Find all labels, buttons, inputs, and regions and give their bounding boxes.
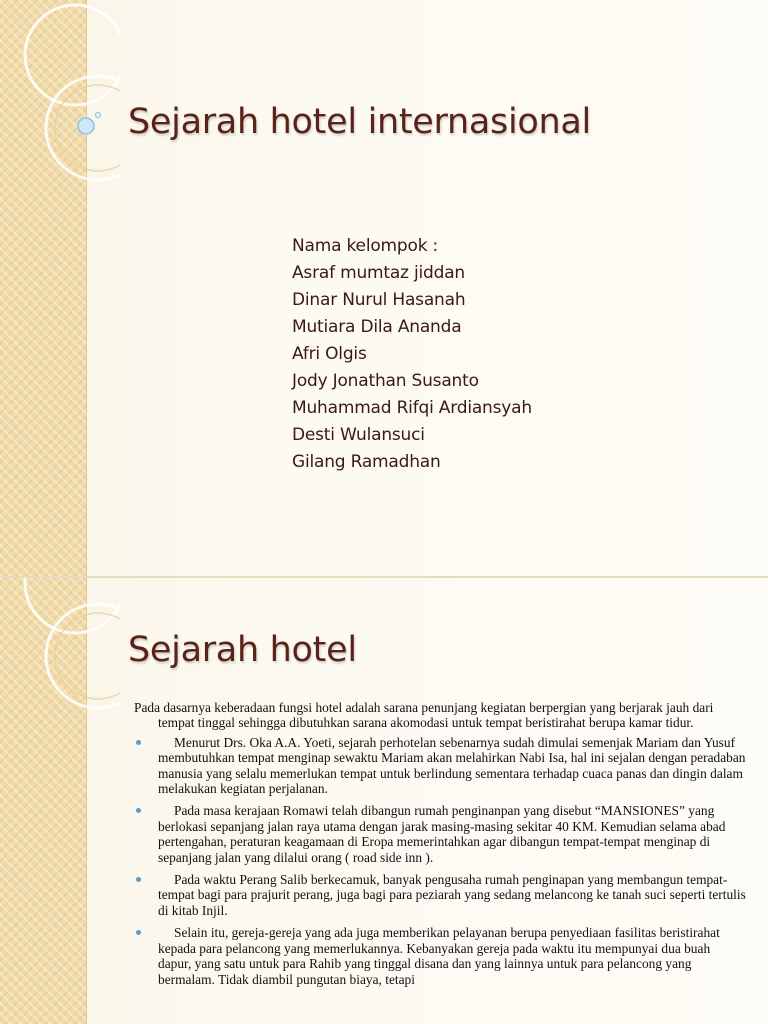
section-title: Sejarah hotel: [128, 630, 357, 670]
bullet-icon: [136, 930, 141, 935]
bullet-item: [134, 925, 746, 987]
member-list-heading: Nama kelompok :: [292, 236, 439, 256]
decorative-side-strip: [0, 0, 87, 576]
member-name: Desti Wulansuci: [292, 425, 425, 445]
bullet-text: Pada masa kerajaan Romawi telah dibangun rumah penginanpan yang disebut “MANSIONES” yang berlokasi sepanjang jalan raya utama dengan jarak masing-masing sekitar 40 KM. Kemudian selama abad pertengahan, peraturan keagamaan di Eropa memerintahkan agar dibangun tempat-tempat menginap di sepanjang jalan yang dilalui orang ( road side inn ).: [158, 803, 726, 865]
bullet-item: [134, 803, 746, 865]
bullet-icon: [136, 808, 141, 813]
member-name: Dinar Nurul Hasanah: [292, 290, 466, 310]
member-name: Muhammad Rifqi Ardiansyah: [292, 398, 532, 418]
intro-paragraph: Pada dasarnya keberadaan fungsi hotel adalah sarana penunjang kegiatan berpergian yang berjarak jauh dari tempat tinggal sehingga dibutuhkan sarana akomodasi untuk tempat beristirahat berupa kamar tidur.: [134, 700, 714, 731]
bullet-item: [134, 735, 746, 797]
slide-history: [0, 578, 768, 1024]
member-name: Asraf mumtaz jiddan: [292, 263, 466, 283]
bullet-list: [134, 735, 746, 987]
bullet-item: [134, 872, 746, 918]
page-title: Sejarah hotel internasional: [128, 102, 591, 142]
member-name: Gilang Ramadhan: [292, 452, 441, 472]
member-name: Jody Jonathan Susanto: [292, 371, 479, 391]
bullet-icon: [136, 877, 141, 882]
decorative-side-strip: [0, 578, 87, 1024]
member-name: Mutiara Dila Ananda: [292, 317, 462, 337]
bullet-text: Selain itu, gereja-gereja yang ada juga memberikan pelayanan berupa penyediaan fasilitas beristirahat kepada para pelancong yang memerlukannya. Kebanyakan gereja pada waktu itu mempunyai dua buah dapur, yang satu untuk para Rahib yang tinggal disana dan yang lainnya untuk para pelancong yang bermalam. Tidak diambil pungutan biaya, tetapi: [158, 925, 720, 987]
bullet-text: Pada waktu Perang Salib berkecamuk, banyak pengusaha rumah penginapan yang membangun tempat-tempat bagi para prajurit perang, juga bagi para peziarah yang sedang melancong ke tanah suci seperti tertulis di kitab Injil.: [158, 872, 746, 918]
bullet-text: Menurut Drs. Oka A.A. Yoeti, sejarah perhotelan sebenarnya sudah dimulai semenjak Mariam dan Yusuf membutuhkan tempat menginap sewaktu Mariam akan melahirkan Nabi Isa, hal ini sejalan dengan peradaban manusia yang selalu memerlukan tempat untuk berlindung sementara terhadap cuaca panas dan dingin dalam melakukan kegiatan perjalanan.: [158, 734, 746, 797]
bullet-icon: [136, 740, 141, 745]
member-name: Afri Olgis: [292, 344, 367, 364]
body-text: [134, 700, 746, 994]
member-list: [292, 233, 532, 476]
